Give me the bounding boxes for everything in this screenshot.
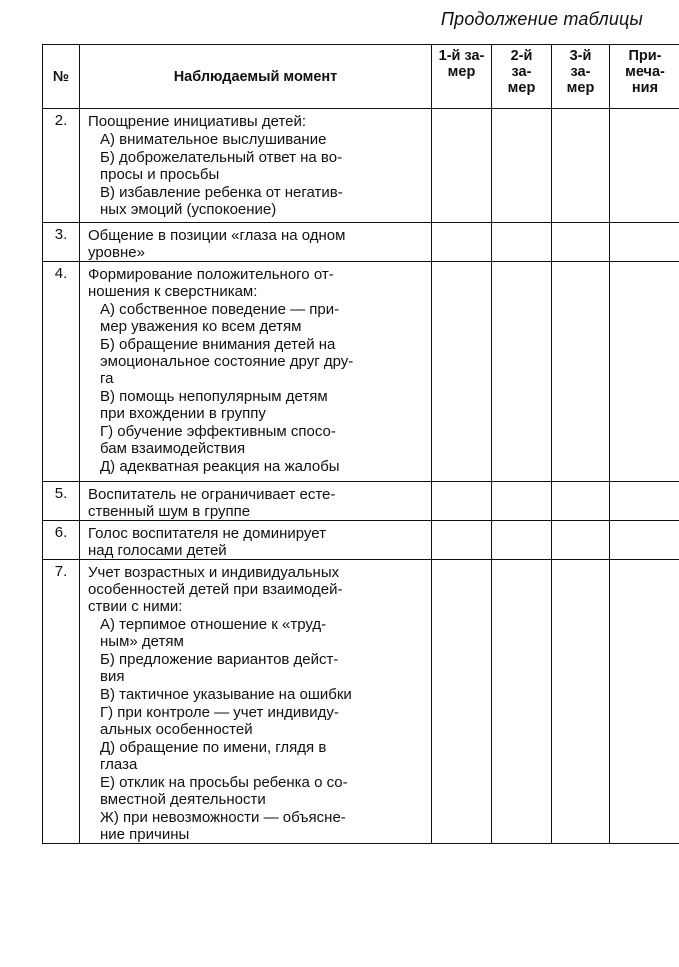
moment-subitem [88, 301, 425, 335]
moment-subitem [88, 388, 425, 422]
header-measure-3 [552, 45, 610, 109]
header-line: 2-й [510, 48, 533, 64]
header-notes [610, 45, 679, 109]
table-row [43, 521, 679, 560]
subitem-line: га [100, 370, 114, 387]
moment-intro-line: Голос воспитателя не доминирует [88, 525, 326, 542]
moment-subitem [88, 774, 425, 808]
header-line: мер [447, 64, 476, 80]
measure-1-cell [432, 560, 492, 844]
subitem-line: Д) обращение по имени, глядя в [100, 739, 327, 756]
moment-subitem [88, 704, 425, 738]
moment-intro-line: Поощрение инициативы детей: [88, 113, 307, 130]
measure-1-cell [432, 223, 492, 262]
moment-subitem [88, 651, 425, 685]
table-header-row [43, 45, 679, 109]
table-row [43, 482, 679, 521]
measure-2-cell [492, 560, 552, 844]
header-moment: Наблюдаемый момент [80, 45, 432, 109]
observed-moment [80, 560, 432, 844]
header-line: При- [628, 48, 662, 64]
header-line: ния [631, 80, 659, 96]
header-line: за- [570, 64, 591, 80]
table-row [43, 560, 679, 844]
row-number: 3. [43, 223, 80, 262]
measure-3-cell [552, 223, 610, 262]
subitem-line: В) помощь непопулярным детям [100, 388, 328, 405]
moment-intro-line: Воспитатель не ограничивает есте- [88, 486, 336, 503]
subitem-line: Г) при контроле — учет индивиду- [100, 704, 339, 721]
moment-intro-line: Учет возрастных и индивидуальных [88, 564, 340, 581]
subitem-line: вместной деятельности [100, 791, 266, 808]
notes-cell [610, 223, 679, 262]
moment-subitem [88, 423, 425, 457]
header-line: мер [507, 80, 536, 96]
moment-intro-line: ствии с ними: [88, 598, 183, 615]
subitem-line: В) тактичное указывание на ошибки [100, 686, 352, 703]
measure-2-cell [492, 521, 552, 560]
measure-1-cell [432, 262, 492, 482]
observation-table [42, 44, 679, 844]
subitem-line: А) собственное поведение — при- [100, 301, 340, 318]
row-number: 2. [43, 109, 80, 223]
subitem-line: мер уважения ко всем детям [100, 318, 302, 335]
observed-moment [80, 262, 432, 482]
table-row [43, 223, 679, 262]
subitem-line: ние причины [100, 826, 190, 843]
table-body [43, 109, 679, 844]
measure-3-cell [552, 482, 610, 521]
subitem-line: Д) адекватная реакция на жалобы [100, 458, 340, 475]
row-number: 7. [43, 560, 80, 844]
moment-intro-line: Общение в позиции «глаза на одном [88, 227, 346, 244]
moment-subitem [88, 131, 425, 148]
subitem-line: Б) доброжелательный ответ на во- [100, 149, 343, 166]
observed-moment [80, 109, 432, 223]
measure-2-cell [492, 482, 552, 521]
moment-intro-line: ственный шум в группе [88, 503, 251, 520]
header-measure-2 [492, 45, 552, 109]
subitem-line: ных эмоций (успокоение) [100, 201, 277, 218]
subitem-line: А) терпимое отношение к «труд- [100, 616, 327, 633]
moment-intro-line: над голосами детей [88, 542, 227, 559]
subitem-line: ным» детям [100, 633, 184, 650]
header-line: 1-й за- [438, 48, 485, 64]
measure-2-cell [492, 109, 552, 223]
measure-2-cell [492, 223, 552, 262]
moment-subitem [88, 739, 425, 773]
measure-3-cell [552, 109, 610, 223]
header-line: мер [566, 80, 595, 96]
subitem-line: вия [100, 668, 125, 685]
header-line: за- [511, 64, 532, 80]
measure-1-cell [432, 521, 492, 560]
moment-subitem [88, 458, 425, 475]
measure-3-cell [552, 521, 610, 560]
subitem-line: просы и просьбы [100, 166, 220, 183]
moment-intro-line: уровне» [88, 244, 145, 261]
table-continuation-caption: Продолжение таблицы [440, 9, 643, 29]
subitem-line: альных особенностей [100, 721, 253, 738]
observed-moment [80, 521, 432, 560]
notes-cell [610, 560, 679, 844]
moment-intro-line: особенностей детей при взаимодей- [88, 581, 343, 598]
subitem-line: эмоциональное состояние друг дру- [100, 353, 354, 370]
subitem-line: Е) отклик на просьбы ребенка о со- [100, 774, 348, 791]
notes-cell [610, 262, 679, 482]
measure-2-cell [492, 262, 552, 482]
subitem-line: глаза [100, 756, 138, 773]
subitem-line: Б) предложение вариантов дейст- [100, 651, 339, 668]
notes-cell [610, 109, 679, 223]
subitem-line: В) избавление ребенка от негатив- [100, 184, 343, 201]
moment-intro-line: ношения к сверстникам: [88, 283, 258, 300]
row-number: 6. [43, 521, 80, 560]
moment-subitem [88, 184, 425, 218]
moment-subitem [88, 616, 425, 650]
table-row [43, 109, 679, 223]
header-line: меча- [625, 64, 665, 80]
measure-3-cell [552, 262, 610, 482]
subitem-line: Г) обучение эффективным спосо- [100, 423, 336, 440]
observed-moment [80, 223, 432, 262]
table-row [43, 262, 679, 482]
subitem-line: Б) обращение внимания детей на [100, 336, 336, 353]
moment-intro-line: Формирование положительного от- [88, 266, 334, 283]
row-number: 5. [43, 482, 80, 521]
measure-3-cell [552, 560, 610, 844]
moment-subitem [88, 686, 425, 703]
header-line: 3-й [569, 48, 592, 64]
subitem-line: при вхождении в группу [100, 405, 266, 422]
row-number: 4. [43, 262, 80, 482]
subitem-line: бам взаимодействия [100, 440, 246, 457]
notes-cell [610, 521, 679, 560]
header-num: № [43, 45, 80, 109]
subitem-line: Ж) при невозможности — объясне- [100, 809, 346, 826]
subitem-line: А) внимательное выслушивание [100, 131, 327, 148]
moment-subitem [88, 336, 425, 387]
measure-1-cell [432, 109, 492, 223]
notes-cell [610, 482, 679, 521]
header-measure-1 [432, 45, 492, 109]
measure-1-cell [432, 482, 492, 521]
moment-subitem [88, 809, 425, 843]
moment-subitem [88, 149, 425, 183]
observed-moment [80, 482, 432, 521]
